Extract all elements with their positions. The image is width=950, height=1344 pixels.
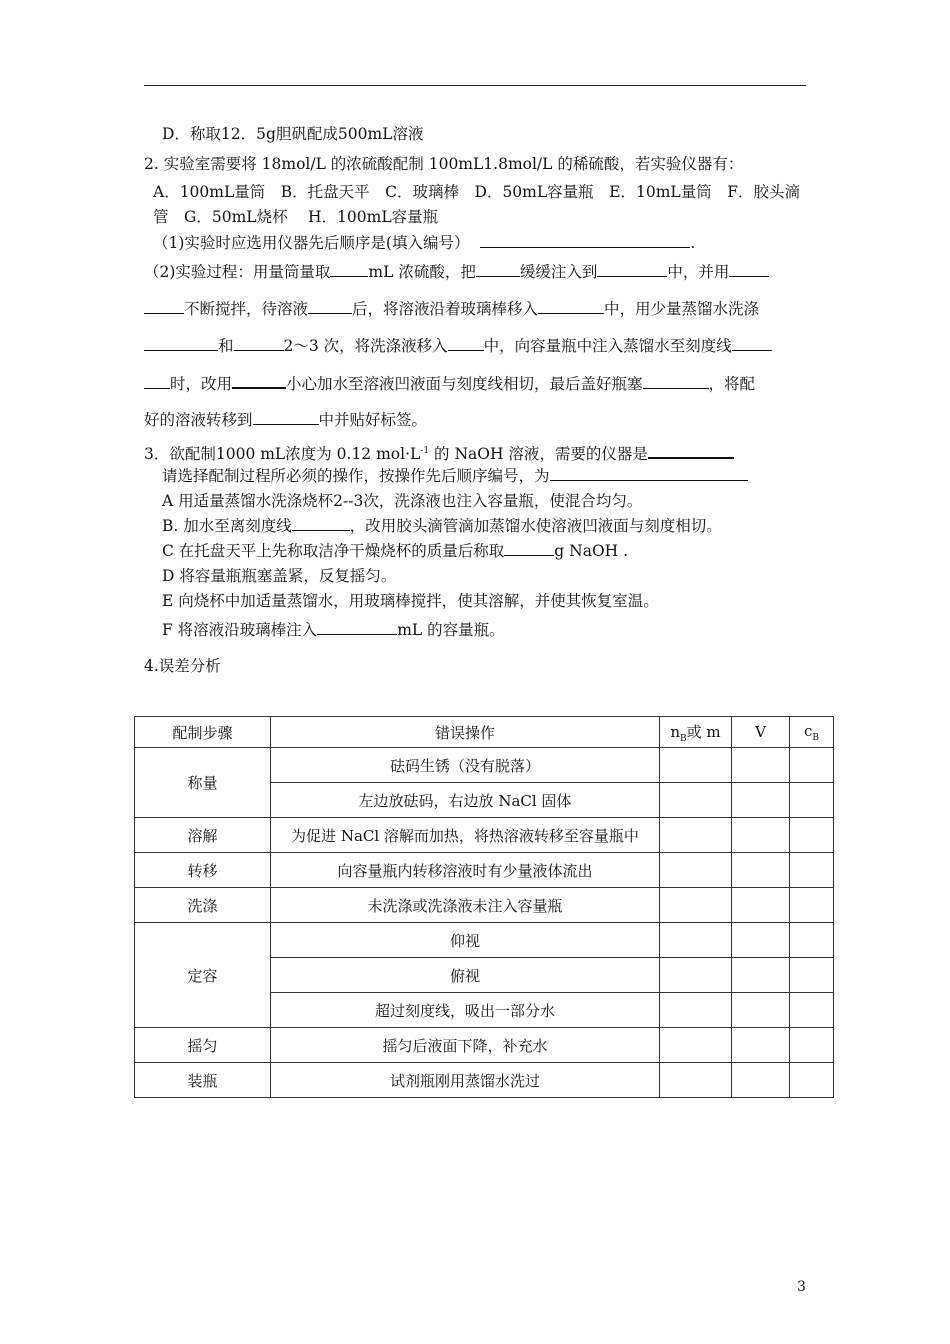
answer-cell[interactable] <box>660 853 732 888</box>
sub2-text-c: 缓缓注入到 <box>519 263 598 281</box>
question-3-step-c <box>162 541 628 561</box>
p2-text-c: 中，用少量蒸馏水洗涤 <box>604 300 760 318</box>
header-n-tail: 或 m <box>686 722 721 741</box>
header-operation: 错误操作 <box>271 717 660 748</box>
operation-cell: 试剂瓶刚用蒸馏水洗过 <box>271 1063 660 1098</box>
answer-cell[interactable] <box>732 853 790 888</box>
table-row <box>135 1063 834 1098</box>
q3-superscript: -1 <box>420 446 430 456</box>
question-3-stem <box>144 441 734 464</box>
answer-cell[interactable] <box>790 888 834 923</box>
question-2-sub2-line4 <box>144 373 755 394</box>
error-analysis-table <box>134 716 834 1098</box>
step-c-text-b: g NaOH . <box>554 542 629 560</box>
header-step: 配制步骤 <box>135 717 271 748</box>
answer-blank[interactable] <box>550 466 748 481</box>
step-c-text-a: C 在托盘天平上先称取洁净干燥烧杯的质量后称取 <box>162 542 505 560</box>
answer-blank[interactable] <box>144 336 218 351</box>
question-2-sub2-line3 <box>144 336 772 356</box>
p4-text-c: ，将配 <box>708 375 756 393</box>
answer-cell[interactable] <box>660 993 732 1028</box>
header-rule <box>144 85 806 86</box>
answer-cell[interactable] <box>790 958 834 993</box>
header-c-main: c <box>803 721 813 740</box>
question-3-step-f <box>162 620 505 640</box>
question-4-heading: 4.误差分析 <box>144 657 221 675</box>
answer-blank[interactable] <box>144 374 170 389</box>
answer-cell[interactable] <box>660 783 732 818</box>
header-n-sub: B <box>680 733 687 744</box>
answer-blank[interactable] <box>308 299 352 314</box>
operation-cell: 俯视 <box>271 958 660 993</box>
step-cell: 洗涤 <box>135 888 271 923</box>
question-3-step-d: D 将容量瓶瓶塞盖紧，反复摇匀。 <box>162 567 397 585</box>
table-row <box>135 888 834 923</box>
header-n-main: n <box>670 722 681 741</box>
step-f-text-a: F 将溶液沿玻璃棒注入 <box>162 621 318 639</box>
header-n-or-m <box>660 717 732 748</box>
p3-text-c: 中，向容量瓶中注入蒸馏水至刻度线 <box>483 337 732 355</box>
q3-text-b: 的 NaOH 溶液，需要的仪器是 <box>429 445 648 464</box>
sub2-text-b: mL 浓硫酸，把 <box>368 263 476 281</box>
answer-cell[interactable] <box>660 1063 732 1098</box>
answer-cell[interactable] <box>660 818 732 853</box>
answer-blank[interactable] <box>504 541 554 556</box>
answer-cell[interactable] <box>732 818 790 853</box>
table-row <box>135 923 834 958</box>
answer-cell[interactable] <box>790 1028 834 1063</box>
answer-cell[interactable] <box>732 923 790 958</box>
step-cell: 装瓶 <box>135 1063 271 1098</box>
answer-blank[interactable] <box>538 299 604 314</box>
header-c-sub: B <box>812 732 820 743</box>
answer-blank[interactable] <box>729 262 769 277</box>
answer-cell[interactable] <box>790 748 834 783</box>
step-cell: 转移 <box>135 853 271 888</box>
answer-cell[interactable] <box>732 1028 790 1063</box>
operation-cell: 左边放砝码，右边放 NaCl 固体 <box>271 783 660 818</box>
table-row <box>135 748 834 783</box>
header-v: V <box>732 717 790 748</box>
operation-cell: 超过刻度线，吸出一部分水 <box>271 993 660 1028</box>
table-row <box>135 853 834 888</box>
answer-cell[interactable] <box>790 818 834 853</box>
answer-cell[interactable] <box>660 923 732 958</box>
question-2-sub2-line2 <box>144 299 759 319</box>
answer-blank[interactable] <box>317 620 397 635</box>
sub1-period: . <box>690 234 696 252</box>
answer-blank[interactable] <box>597 262 667 277</box>
answer-blank[interactable] <box>643 374 709 389</box>
answer-cell[interactable] <box>732 783 790 818</box>
answer-blank[interactable] <box>448 336 484 351</box>
answer-cell[interactable] <box>732 993 790 1028</box>
answer-cell[interactable] <box>732 1063 790 1098</box>
p3-text-b: 2～3 次，将洗涤液移入 <box>283 337 448 355</box>
answer-cell[interactable] <box>732 888 790 923</box>
p4-text-b: 小心加水至溶液凹液面与刻度线相切，最后盖好瓶塞 <box>286 375 643 393</box>
answer-blank[interactable] <box>330 262 368 277</box>
answer-blank[interactable] <box>476 262 520 277</box>
sub1-text: （1)实验时应选用仪器先后顺序是(填入编号） <box>153 234 470 252</box>
answer-cell[interactable] <box>790 1063 834 1098</box>
operation-cell: 向容量瓶内转移溶液时有少量液体流出 <box>271 853 660 888</box>
step-cell: 称量 <box>135 748 271 818</box>
answer-cell[interactable] <box>732 748 790 783</box>
question-2-options-line2: 管 G．50mL烧杯 H．100mL容量瓶 <box>153 208 439 226</box>
answer-cell[interactable] <box>790 853 834 888</box>
option-d-text: D．称取12．5g胆矾配成500mL溶液 <box>162 125 424 143</box>
question-2-stem: 2. 实验室需要将 18mol/L 的浓硫酸配制 100mL1.8mol/L 的稀硫酸，若实验仪器有： <box>144 155 744 173</box>
header-c <box>790 717 834 748</box>
answer-blank[interactable] <box>648 443 734 459</box>
table-row <box>135 1028 834 1063</box>
answer-blank[interactable] <box>292 516 350 531</box>
answer-cell[interactable] <box>660 748 732 783</box>
step-cell: 摇匀 <box>135 1028 271 1063</box>
operation-cell: 未洗涤或洗涤液未注入容量瓶 <box>271 888 660 923</box>
page-number: 3 <box>797 1279 806 1295</box>
step-b-text-b: ，改用胶头滴管滴加蒸馏水使溶液凹液面与刻度相切。 <box>349 517 722 535</box>
question-2-sub1 <box>153 233 695 253</box>
q3-order-text: 请选择配制过程所必须的操作，按操作先后顺序编号，为 <box>162 467 550 485</box>
p2-text-b: 后，将溶液沿着玻璃棒移入 <box>352 300 539 318</box>
q3-text-a: 3．欲配制1000 mL浓度为 0.12 mol·L <box>144 445 421 464</box>
question-2-sub2-line5 <box>144 410 427 430</box>
operation-cell: 为促进 NaCl 溶解而加热，将热溶液转移至容量瓶中 <box>271 818 660 853</box>
answer-blank[interactable] <box>253 410 319 425</box>
operation-cell: 仰视 <box>271 923 660 958</box>
answer-cell[interactable] <box>790 783 834 818</box>
answer-blank[interactable] <box>234 336 284 351</box>
step-f-text-b: mL 的容量瓶。 <box>397 621 505 639</box>
answer-blank[interactable] <box>732 336 772 351</box>
table-header-row <box>135 717 834 748</box>
p3-text-a: 和 <box>218 337 234 355</box>
question-3-step-e: E 向烧杯中加适量蒸馏水，用玻璃棒搅拌，使其溶解，并使其恢复室温。 <box>162 592 659 610</box>
p4-text-a: 时，改用 <box>170 375 233 393</box>
answer-cell[interactable] <box>790 923 834 958</box>
p5-text-a: 好的溶液转移到 <box>144 411 253 429</box>
answer-blank[interactable] <box>480 233 690 248</box>
step-cell: 溶解 <box>135 818 271 853</box>
question-3-step-b <box>162 516 722 536</box>
answer-blank[interactable] <box>144 299 184 314</box>
answer-cell[interactable] <box>660 958 732 993</box>
operation-cell: 摇匀后液面下降，补充水 <box>271 1028 660 1063</box>
p5-text-b: 中并贴好标签。 <box>318 411 428 429</box>
table-row <box>135 818 834 853</box>
step-b-text-a: B. 加水至离刻度线 <box>162 517 292 535</box>
answer-cell[interactable] <box>790 993 834 1028</box>
answer-cell[interactable] <box>732 958 790 993</box>
sub2-text-d: 中，并用 <box>667 263 730 281</box>
step-cell: 定容 <box>135 923 271 1028</box>
operation-cell: 砝码生锈（没有脱落） <box>271 748 660 783</box>
question-3-order <box>162 466 748 486</box>
question-2-sub2-line1 <box>144 262 769 282</box>
answer-cell[interactable] <box>660 1028 732 1063</box>
sub2-text-a: （2)实验过程：用量筒量取 <box>144 263 331 281</box>
question-2-options-line1: A．100mL量筒 B．托盘天平 C．玻璃棒 D．50mL容量瓶 E．10mL量筒 F．胶头滴 <box>153 183 800 201</box>
answer-cell[interactable] <box>660 888 732 923</box>
question-3-step-a: A 用适量蒸馏水洗涤烧杯2--3次，洗涤液也注入容量瓶，使混合均匀。 <box>162 492 643 510</box>
answer-blank[interactable] <box>232 373 286 389</box>
p2-text-a: 不断搅拌，待溶液 <box>184 300 309 318</box>
